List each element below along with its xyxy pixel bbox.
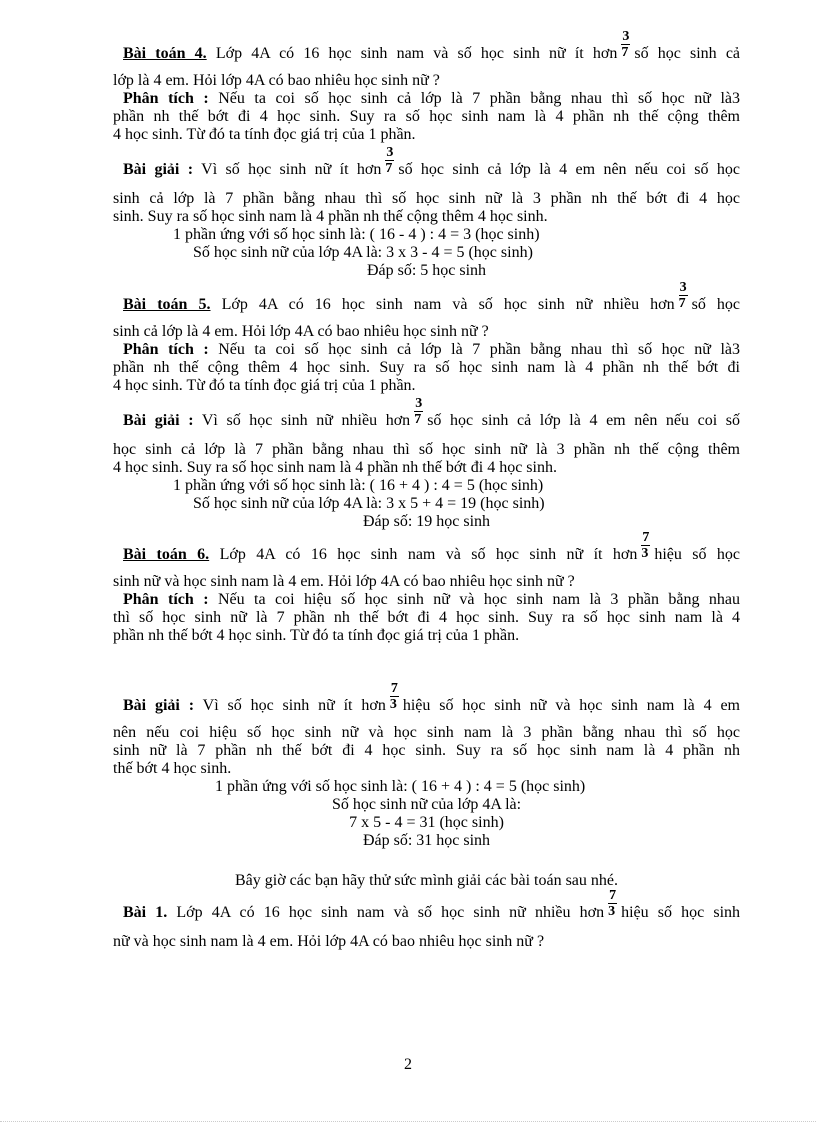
problem-4-statement: Bài toán 4. Lớp 4A có 16 học sinh nam và số học sinh nữ ít hơn $\frac{3}{7}$ số học sinh cả (123, 28, 741, 62)
problem-4-solution: Bài giải : Vì số học sinh nữ ít hơn $\frac{3}{7}$ số học sinh cả lớp là 4 em nên nếu coi số học (123, 144, 740, 178)
exercise-1-heading: Bài 1. (123, 904, 168, 921)
problem-5-heading: Bài toán 5. (123, 296, 211, 313)
problem-4-answer: Đáp số: 5 học sinh (366, 262, 487, 279)
problem-5-analysis: Phân tích : Nếu ta coi số học sinh cả lớp là 7 phần bằng nhau thì số học nữ là3 (123, 341, 741, 358)
fraction-3-7: $\frac{3}{7}$ (678, 279, 687, 311)
page-bottom-edge (0, 1121, 816, 1122)
problem-6-statement: Bài toán 6. Lớp 4A có 16 học sinh nam và số học sinh nữ ít hơn $\frac{7}{3}$ hiệu số học (123, 529, 741, 563)
problem-6-answer: Đáp số: 31 học sinh (362, 832, 491, 849)
fraction-3-7: $\frac{3}{7}$ (385, 144, 394, 176)
problem-4-analysis: Phân tích : Nếu ta coi số học sinh cả lớp là 7 phần bằng nhau thì số học nữ là3 (123, 90, 741, 107)
exercise-1: Bài 1. Lớp 4A có 16 học sinh nam và số học sinh nữ nhiều hơn $\frac{7}{3}$ hiệu số học sinh nữ và học sinh nam là 4 em. Hỏi lớp 4A có bao nhiêu học sinh nữ ? (113, 887, 741, 950)
problem-4: Bài toán 4. Lớp 4A có 16 học sinh nam và số học sinh nữ ít hơn $\frac{3}{7}$ số học sinh cả lớp là 4 em. Hỏi lớp 4A có bao nhiêu học sinh nữ ? Phân tích : Nếu ta coi số học sinh cả lớp là 7 phần bằng nhau thì số học nữ là3 phần nh thế bớt đi 4 học sinh. Suy ra số học sinh nam là 4 phần nh thế cộng thêm 4 học sinh. Từ đó ta tính đọc giá trị của 1 phần. Bài giải : Vì số học sinh nữ ít hơn $\frac{3}{7}$ số học sinh cả lớp là 4 em nên nếu coi số học sinh cả lớp là 7 phần bằng nhau thì số học sinh nữ là 3 phần nh thế bớt đi 4 học sinh. Suy ra số học sinh nam là 4 phần nh thế cộng thêm 4 học sinh. 1 phần ứng với số học sinh là: ( 16 - 4 ) : 4 = 3 (học sinh) Số học sinh nữ của lớp 4A là: 3 x 3 - 4 = 5 (học sinh) Đáp số: 5 học sinh (113, 28, 741, 279)
page-number: 2 (404, 1056, 412, 1073)
problem-5-answer: Đáp số: 19 học sinh (362, 513, 491, 530)
problem-6-analysis: Phân tích : Nếu ta coi hiệu số học sinh nữ và học sinh nam là 3 phần bằng nhau (123, 591, 741, 608)
fraction-7-3: $\frac{7}{3}$ (389, 680, 398, 712)
problem-5-solution: Bài giải : Vì số học sinh nữ nhiều hơn $\frac{3}{7}$ số học sinh cả lớp là 4 em nên nếu coi số (123, 395, 741, 429)
problem-5: Bài toán 5. Lớp 4A có 16 học sinh nam và số học sinh nữ nhiều hơn $\frac{3}{7}$ số học sinh cả lớp là 4 em. Hỏi lớp 4A có bao nhiêu học sinh nữ ? Phân tích : Nếu ta coi số học sinh cả lớp là 7 phần bằng nhau thì số học nữ là3 phần nh thế cộng thêm 4 học sinh. Suy ra số học sinh nam là 4 phần nh thế bớt đi 4 học sinh. Từ đó ta tính đọc giá trị của 1 phần. Bài giải : Vì số học sinh nữ nhiều hơn $\frac{3}{7}$ số học sinh cả lớp là 4 em nên nếu coi số học sinh cả lớp là 7 phần bằng nhau thì số học sinh nữ là 3 phần nh thế cộng thêm 4 học sinh. Suy ra số học sinh nam là 4 phần nh thế bớt đi 4 học sinh. 1 phần ứng với số học sinh là: ( 16 + 4 ) : 4 = 5 (học sinh) Số học sinh nữ của lớp 4A là: 3 x 5 + 4 = 19 (học sinh) Đáp số: 19 học sinh (113, 279, 741, 530)
fraction-7-3: $\frac{7}{3}$ (608, 887, 617, 919)
fraction-3-7: $\frac{3}{7}$ (414, 395, 423, 427)
problem-6-solution: Bài giải : Vì số học sinh nữ ít hơn $\frac{7}{3}$ hiệu số học sinh nữ và học sinh nam là 4 em nên nếu coi hiệu số học sinh nữ và học sinh nam là 3 phần bằng nhau thì số học sinh nữ là 7 phần nh thế bớt đi 4 học sinh. Suy ra số học sinh nam là 4 phần nh thế bớt 4 học sinh. 1 phần ứng với số học sinh là: ( 16 + 4 ) : 4 = 5 (học sinh) Số học sinh nữ của lớp 4A là: 7 x 5 - 4 = 31 (học sinh) Đáp số: 31 học sinh (113, 680, 741, 849)
fraction-7-3: $\frac{7}{3}$ (641, 529, 650, 561)
fraction-3-7: $\frac{3}{7}$ (621, 28, 630, 60)
problem-4-heading: Bài toán 4. (123, 45, 207, 62)
problem-6: Bài toán 6. Lớp 4A có 16 học sinh nam và số học sinh nữ ít hơn $\frac{7}{3}$ hiệu số học sinh nữ và học sinh nam là 4 em. Hỏi lớp 4A có bao nhiêu học sinh nữ ? Phân tích : Nếu ta coi hiệu số học sinh nữ và học sinh nam là 3 phần bằng nhau thì số học sinh nữ là 7 phần nh thế bớt đi 4 học sinh. Suy ra số học sinh nam là 4 phần nh thế bớt 4 học sinh. Từ đó ta tính đọc giá trị của 1 phần. (113, 529, 741, 644)
problem-6-heading: Bài toán 6. (123, 546, 210, 563)
exercise-intro: Bây giờ các bạn hãy thử sức mình giải các bài toán sau nhé. (234, 872, 618, 889)
problem-5-statement: Bài toán 5. Lớp 4A có 16 học sinh nam và số học sinh nữ nhiều hơn $\frac{3}{7}$ số học (123, 279, 741, 313)
